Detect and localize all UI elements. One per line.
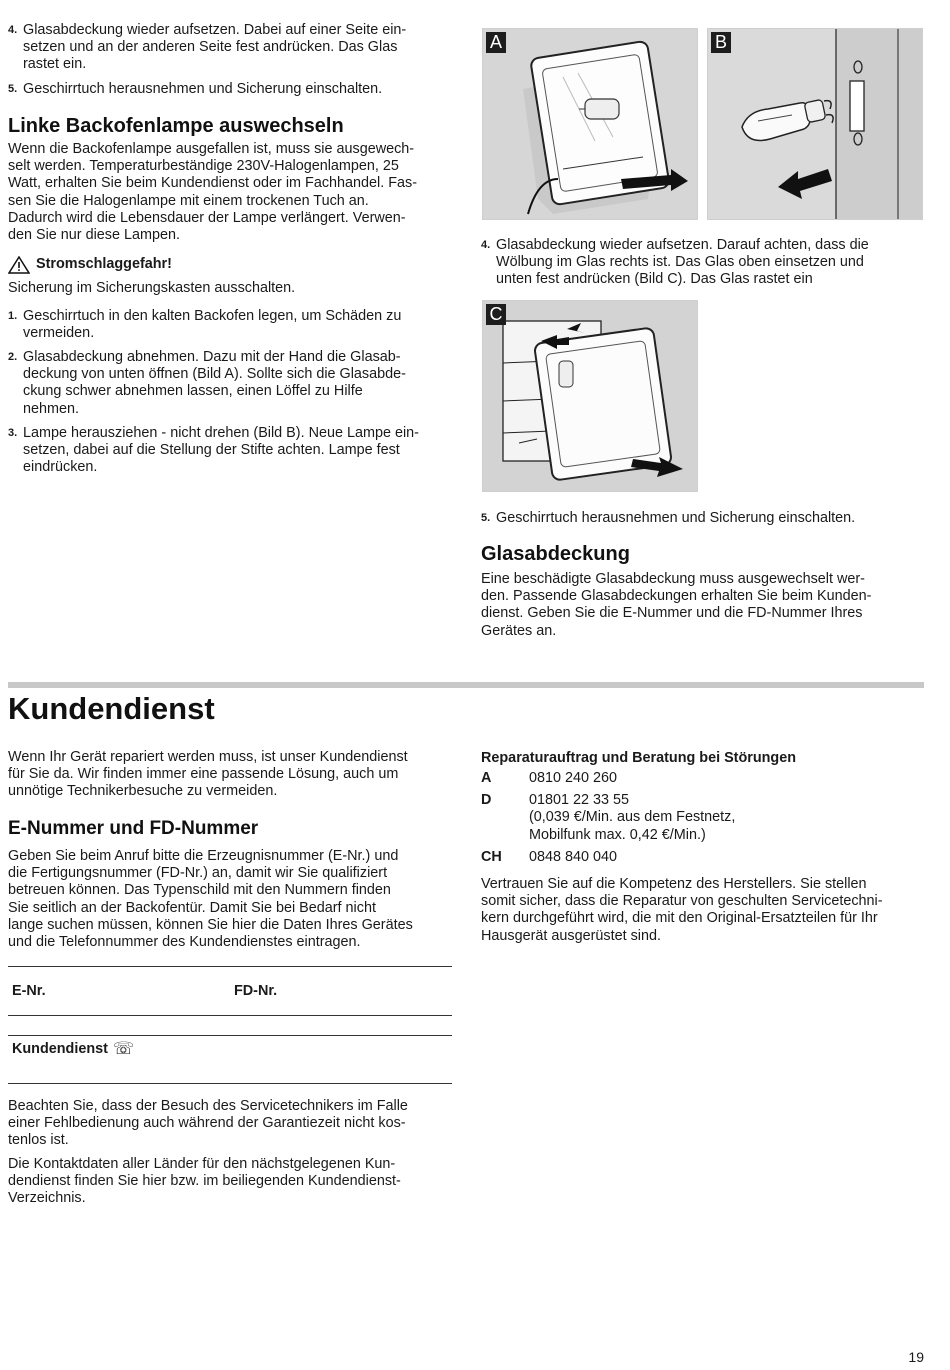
warning-title: Stromschlaggefahr! bbox=[36, 256, 172, 273]
warning-text: Sicherung im Sicherungskasten ausschalten. bbox=[8, 280, 296, 296]
contact-number: 01801 22 33 55 (0,039 €/Min. aus dem Festnetz, Mobilfunk max. 0,42 €/Min.) bbox=[529, 792, 736, 843]
kd-field-label: Kundendienst bbox=[12, 1041, 108, 1057]
kundendienst-intro: Wenn Ihr Gerät repariert werden muss, ist unser Kundendienst für Sie da. Wir finden immer eine passende Lösung, auch um unnötige Technikerbesuche zu vermeiden. bbox=[8, 749, 408, 800]
enr-text: Geben Sie beim Anruf bitte die Erzeugnisnummer (E-Nr.) und die Fertigungsnummer (FD-Nr.) an, damit wir Sie qualifiziert betreuen können. Das Typenschild mit den Nummern finden Sie seitlich an der Backofentür. Damit Sie bei Bedarf nicht lange suchen müssen, können Sie hier die Daten Ihres Gerätes und die Telefonnummer des Kundendienstes eintragen. bbox=[8, 848, 413, 951]
form-rule bbox=[8, 966, 452, 967]
lamp-step-1 bbox=[8, 308, 458, 342]
step-text: Glasabdeckung wieder aufsetzen. Dabei auf einer Seite ein- setzen und an der anderen Seite fest andrücken. Das Glas rastet ein. bbox=[23, 22, 407, 73]
step-text: Glasabdeckung wieder aufsetzen. Darauf achten, dass die Wölbung im Glas rechts ist. Das Glas oben einsetzen und unten fest andrücken (Bild C). Das Glas rastet ein bbox=[496, 237, 869, 288]
step-text: Geschirrtuch in den kalten Backofen legen, um Schäden zu vermeiden. bbox=[23, 308, 402, 342]
figure-a-illustration bbox=[483, 29, 698, 220]
step-number: 2. bbox=[8, 351, 18, 363]
figure-c-label: C bbox=[486, 304, 506, 325]
trust-text: Vertrauen Sie auf die Kompetenz des Herstellers. Sie stellen somit sicher, dass die Reparatur von geschulten Servicetechni- kern durchgeführt wird, die mit den Original-Ersatzteilen für Ihr Hausgerät ausgerüstet sind. bbox=[481, 876, 883, 944]
figure-b-illustration bbox=[708, 29, 923, 220]
step-5-top bbox=[8, 81, 458, 98]
contact-country: D bbox=[481, 792, 492, 809]
section-divider-bar bbox=[8, 682, 924, 688]
kd-field-label-group bbox=[12, 1041, 134, 1058]
contact-list bbox=[481, 770, 926, 871]
warning-triangle-icon bbox=[8, 256, 30, 274]
figure-a bbox=[482, 28, 698, 220]
form-rule bbox=[8, 1083, 452, 1084]
step-text: Geschirrtuch herausnehmen und Sicherung einschalten. bbox=[496, 510, 856, 526]
form-rule bbox=[8, 1035, 452, 1036]
contact-country: CH bbox=[481, 848, 502, 865]
figure-c-illustration bbox=[483, 301, 698, 492]
note-1: Beachten Sie, dass der Besuch des Servicetechnikers im Falle einer Fehlbedienung auch während der Garantiezeit nicht kos- tenlos ist. bbox=[8, 1098, 408, 1149]
lamp-step-3 bbox=[8, 425, 458, 477]
step-text: Geschirrtuch herausnehmen und Sicherung einschalten. bbox=[23, 81, 383, 97]
glass-text: Eine beschädigte Glasabdeckung muss ausgewechselt wer- den. Passende Glasabdeckungen erhalten Sie beim Kunden- dienst. Geben Sie die E-Nummer und die FD-Nummer Ihres Gerätes an. bbox=[481, 571, 872, 639]
contact-row bbox=[481, 849, 926, 866]
contact-country: A bbox=[481, 770, 492, 786]
figure-b bbox=[707, 28, 923, 220]
step-number: 4. bbox=[8, 24, 18, 36]
contact-row bbox=[481, 770, 926, 787]
step-4-right bbox=[481, 237, 926, 289]
step-text: Lampe herausziehen - nicht drehen (Bild B). Neue Lampe ein- setzen, dabei auf die Stellung der Stifte achten. Lampe fest eindrücken. bbox=[23, 425, 419, 476]
telephone-icon: ☏ bbox=[112, 1039, 135, 1059]
enr-section-title: E-Nummer und FD-Nummer bbox=[8, 818, 259, 839]
figure-c bbox=[482, 300, 698, 492]
step-number: 4. bbox=[481, 239, 491, 251]
step-text: Glasabdeckung abnehmen. Dazu mit der Hand die Glasab- deckung von unten öffnen (Bild A). Sollte sich die Glasabde- ckung schwer abnehmen lassen, einen Löffel zu Hilfe nehmen. bbox=[23, 349, 406, 417]
step-5-right bbox=[481, 510, 926, 527]
kundendienst-title: Kundendienst bbox=[8, 691, 215, 726]
repair-title: Reparaturauftrag und Beratung bei Störungen bbox=[481, 750, 797, 766]
warning-heading bbox=[8, 256, 172, 274]
contact-number: 0848 840 040 bbox=[529, 848, 618, 865]
note-2: Die Kontaktdaten aller Länder für den nächstgelegenen Kun- dendienst finden Sie hier bzw. im beiliegenden Kundendienst- Verzeichnis. bbox=[8, 1156, 401, 1207]
contact-number: 0810 240 260 bbox=[529, 770, 618, 786]
step-number: 3. bbox=[8, 427, 18, 439]
form-rule bbox=[8, 1015, 452, 1016]
fdnr-field-label: FD-Nr. bbox=[234, 983, 278, 999]
glass-section-title: Glasabdeckung bbox=[481, 543, 630, 565]
step-number: 1. bbox=[8, 310, 18, 322]
page-number: 19 bbox=[908, 1348, 924, 1365]
lamp-step-2 bbox=[8, 349, 458, 418]
step-4-top bbox=[8, 22, 458, 74]
figure-b-label: B bbox=[711, 32, 731, 53]
lamp-section-title: Linke Backofenlampe auswechseln bbox=[8, 115, 344, 137]
lamp-intro-text: Wenn die Backofenlampe ausgefallen ist, muss sie ausgewech- selt werden. Temperaturbeständige 230V-Halogenlampen, 25 Watt, erhalten Sie beim Kundendienst oder im Fachhandel. Fas- sen Sie die Halogenlampe mit einem trockenen Tuch an. Dadurch wird die Lebensdauer der Lampe verlängert. Verwen- den Sie nur diese Lampen. bbox=[8, 141, 418, 244]
step-number: 5. bbox=[8, 83, 18, 95]
step-number: 5. bbox=[481, 512, 491, 524]
figure-a-label: A bbox=[486, 32, 506, 53]
enr-field-label: E-Nr. bbox=[12, 983, 46, 999]
contact-row bbox=[481, 792, 926, 844]
